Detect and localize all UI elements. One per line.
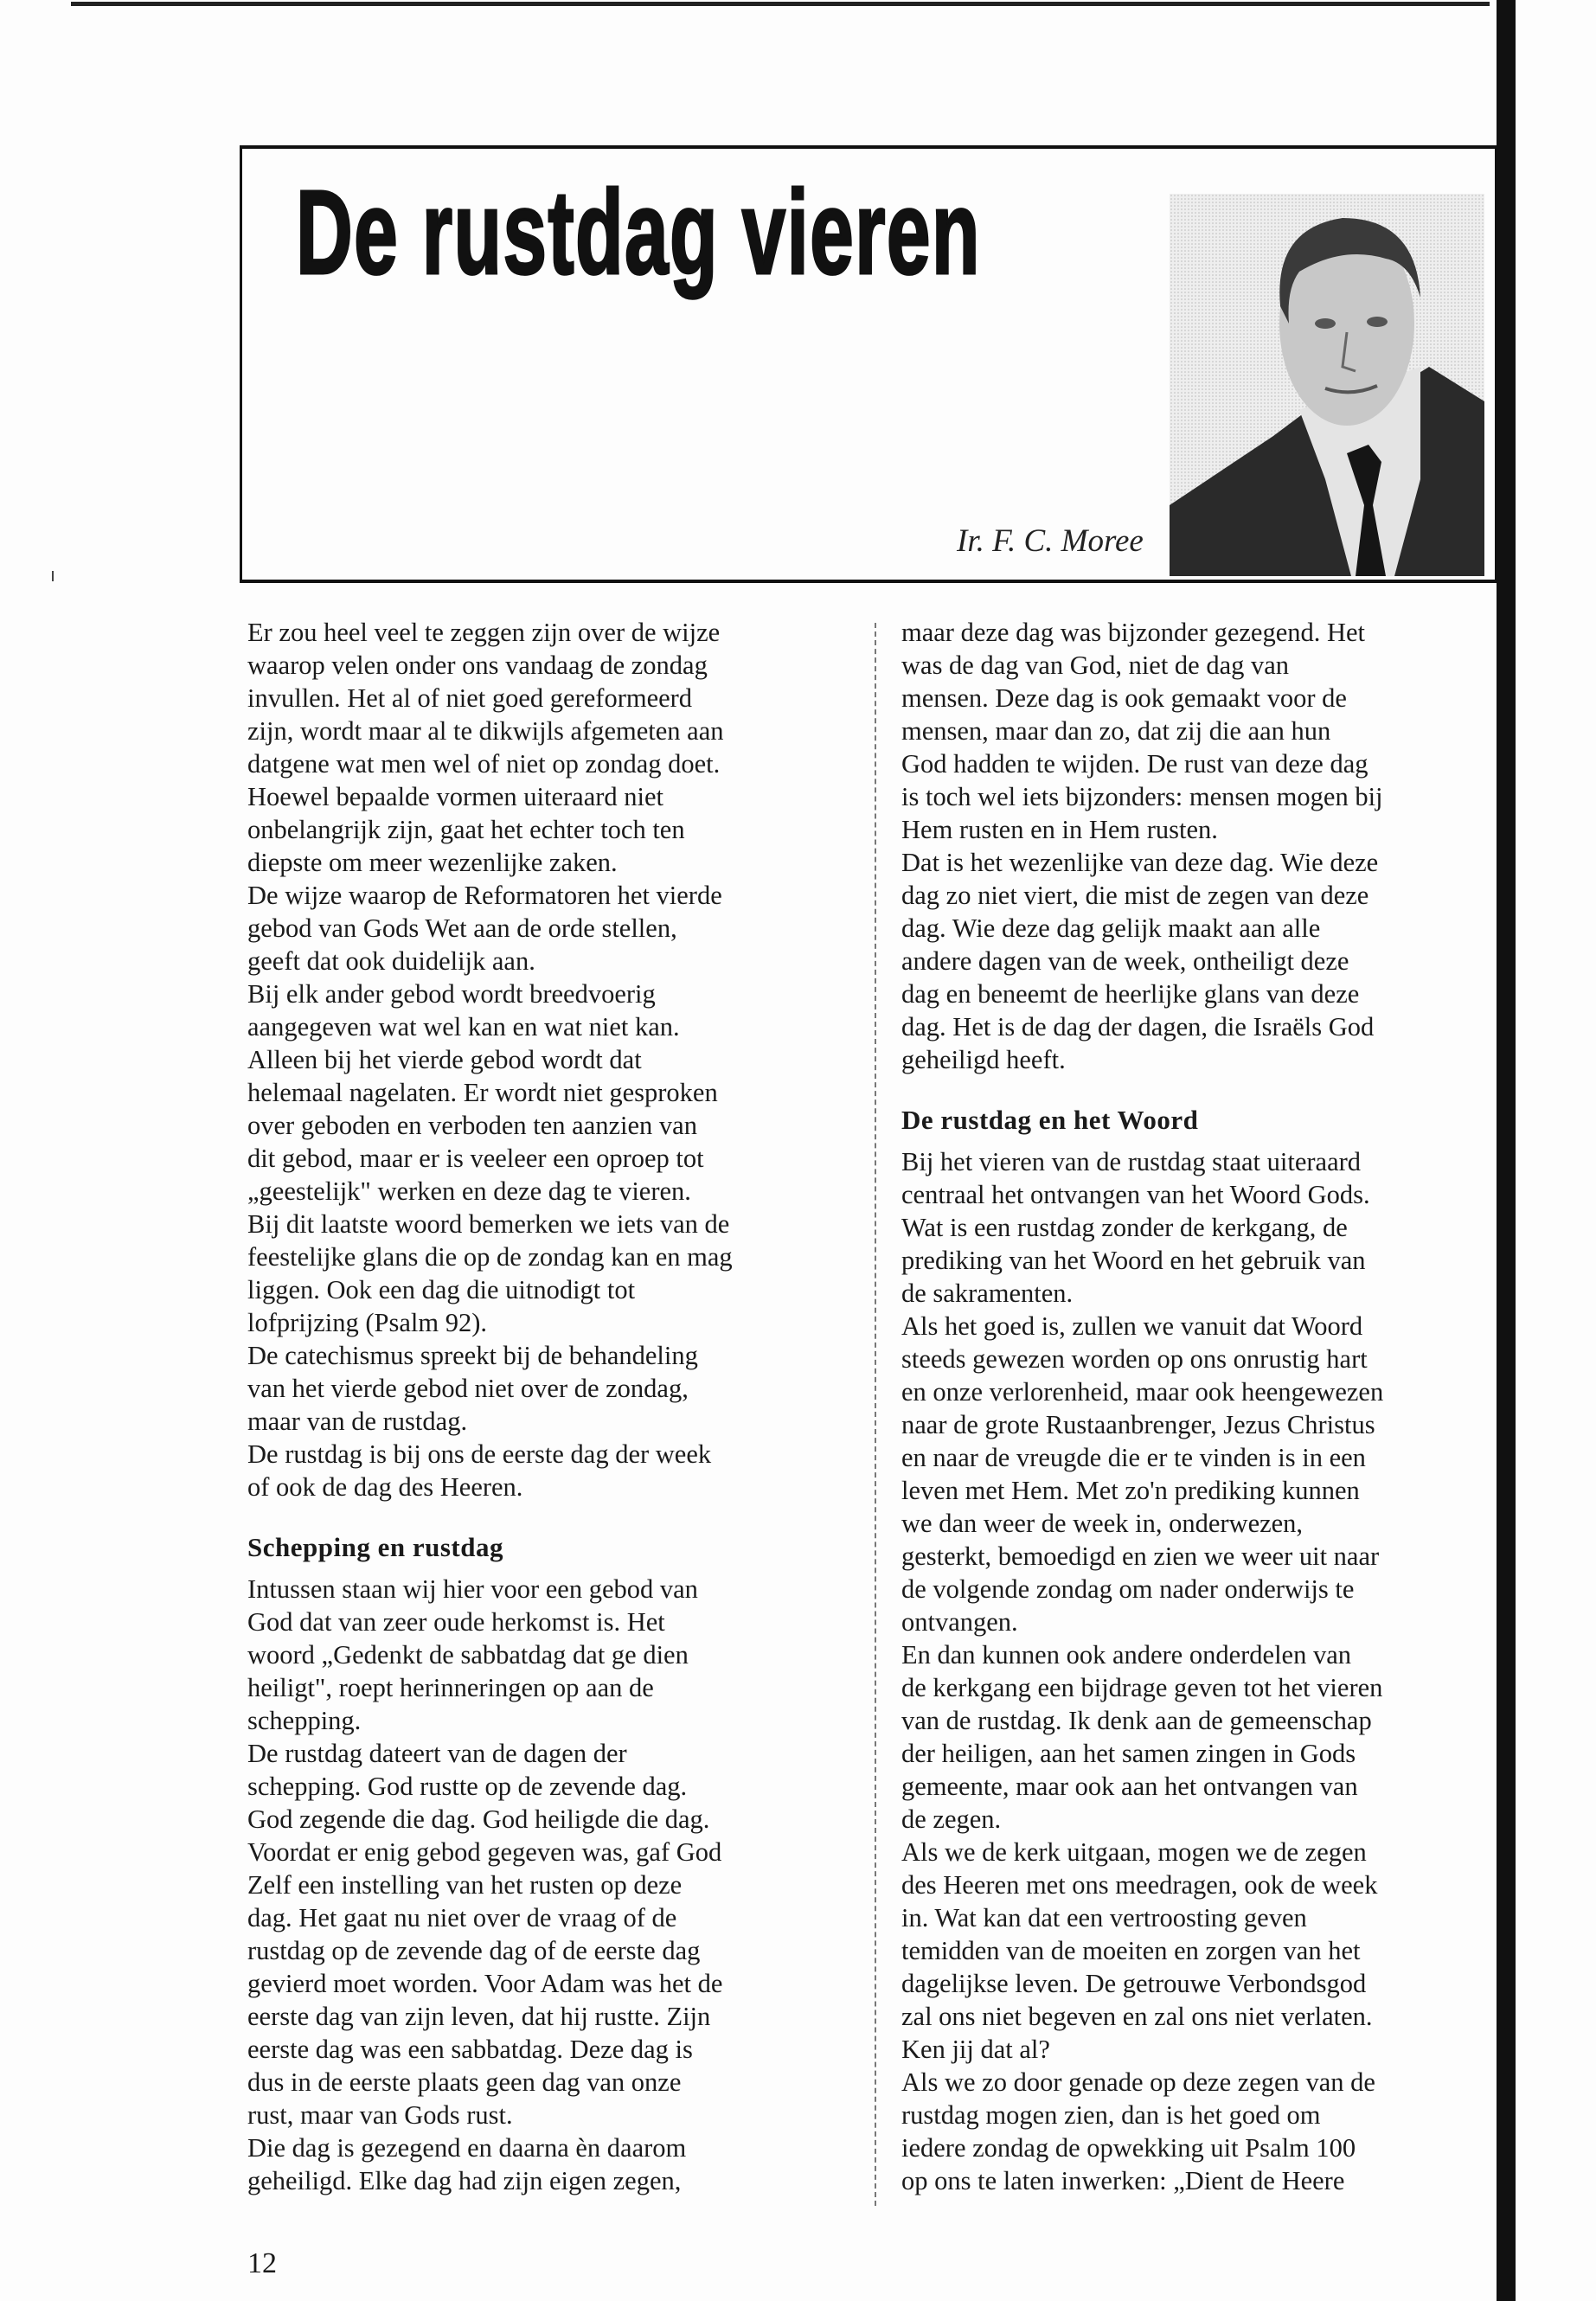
body-text-line: De rustdag is bij ons de eerste dag der week xyxy=(247,1439,712,1469)
portrait-image xyxy=(1170,194,1484,576)
body-text-line: geheiligd. Elke dag had zijn eigen zegen, xyxy=(247,2166,682,2195)
body-text-line: was de dag van God, niet de dag van xyxy=(901,651,1290,680)
section-heading: Schepping en rustdag xyxy=(247,1532,503,1562)
body-text-line: dagelijkse leven. De getrouwe Verbondsgod xyxy=(901,1969,1367,1998)
body-text-line: maar van de rustdag. xyxy=(247,1407,468,1436)
body-text-line: lofprijzing (Psalm 92). xyxy=(247,1308,488,1337)
body-text-line: liggen. Ook een dag die uitnodigt tot xyxy=(247,1275,636,1304)
body-text-line: Wat is een rustdag zonder de kerkgang, de xyxy=(901,1213,1348,1242)
column-divider xyxy=(875,623,876,2206)
body-text-line: Die dag is gezegend en daarna èn daarom xyxy=(247,2133,687,2163)
body-text-line: gemeente, maar ook aan het ontvangen van xyxy=(901,1772,1358,1801)
body-text-line: waarop velen onder ons vandaag de zondag xyxy=(247,651,708,680)
body-text-line: de sakramenten. xyxy=(901,1279,1074,1308)
body-text-line: andere dagen van de week, ontheiligt deze xyxy=(901,946,1349,976)
body-text-line: De rustdag dateert van de dagen der xyxy=(247,1739,627,1768)
body-text-line: de volgende zondag om nader onderwijs te xyxy=(901,1574,1355,1604)
section-heading: De rustdag en het Woord xyxy=(901,1105,1199,1135)
body-text-line: invullen. Het al of niet goed gereformeerd xyxy=(247,683,693,713)
body-text-line: leven met Hem. Met zo'n prediking kunnen xyxy=(901,1476,1360,1505)
body-text-line: diepste om meer wezenlijke zaken. xyxy=(247,848,618,877)
body-text-line: rustdag op de zevende dag of de eerste dag xyxy=(247,1936,701,1965)
scan-mark xyxy=(52,571,54,581)
body-text-line: Er zou heel veel te zeggen zijn over de wijze xyxy=(247,618,721,647)
body-text-line: Zelf een instelling van het rusten op deze xyxy=(247,1870,683,1900)
body-text-line: temidden van de moeiten en zorgen van het xyxy=(901,1936,1361,1965)
body-text-line: Ken jij dat al? xyxy=(901,2035,1050,2064)
body-text-line: geheiligd heeft. xyxy=(901,1045,1066,1074)
body-text-line: in. Wat kan dat een vertroosting geven xyxy=(901,1903,1307,1932)
body-text-line: dus in de eerste plaats geen dag van onze xyxy=(247,2067,682,2097)
body-text-line: onbelangrijk zijn, gaat het echter toch ten xyxy=(247,815,685,844)
body-text-line: woord „Gedenkt de sabbatdag dat ge dien xyxy=(247,1640,689,1670)
body-text-line: of ook de dag des Heeren. xyxy=(247,1472,523,1502)
body-text-line: mensen. Deze dag is ook gemaakt voor de xyxy=(901,683,1347,713)
article-title: De rustdag vieren xyxy=(296,166,981,299)
body-text-line: schepping. God rustte op de zevende dag. xyxy=(247,1772,688,1801)
body-text-line: dit gebod, maar er is veeleer een oproep tot xyxy=(247,1144,704,1173)
body-text-line: de zegen. xyxy=(901,1804,1002,1834)
body-text-line: naar de grote Rustaanbrenger, Jezus Christus xyxy=(901,1410,1375,1439)
body-text-line: we dan weer de week in, onderwezen, xyxy=(901,1509,1304,1538)
article-header xyxy=(240,145,1497,583)
body-text-line: schepping. xyxy=(247,1706,362,1735)
body-text-line: Voordat er enig gebod gegeven was, gaf God xyxy=(247,1837,722,1867)
body-text-line: Als we zo door genade op deze zegen van de xyxy=(901,2067,1375,2097)
body-text-line: maar deze dag was bijzonder gezegend. Het xyxy=(901,618,1366,647)
body-text-line: en onze verlorenheid, maar ook heengewezen xyxy=(901,1377,1384,1407)
body-text-line: van de rustdag. Ik denk aan de gemeenschap xyxy=(901,1706,1372,1735)
body-text-line: eerste dag van zijn leven, dat hij rustte. Zijn xyxy=(247,2002,711,2031)
body-text-line: datgene wat men wel of niet op zondag doet. xyxy=(247,749,721,779)
body-text-line: eerste dag was een sabbatdag. Deze dag is xyxy=(247,2035,693,2064)
body-text-line: over geboden en verboden ten aanzien van xyxy=(247,1111,697,1140)
body-text-line: zijn, wordt maar al te dikwijls afgemeten aan xyxy=(247,716,724,746)
body-text-line: Als we de kerk uitgaan, mogen we de zegen xyxy=(901,1837,1367,1867)
body-text-line: van het vierde gebod niet over de zondag, xyxy=(247,1374,689,1403)
body-text-line: God zegende die dag. God heiligde die dag. xyxy=(247,1804,710,1834)
page-number: 12 xyxy=(247,2247,277,2279)
body-text-line: rust, maar van Gods rust. xyxy=(247,2100,513,2130)
author-byline: Ir. F. C. Moree xyxy=(957,523,1144,559)
author-photo xyxy=(1170,194,1484,576)
body-text-line: rustdag mogen zien, dan is het goed om xyxy=(901,2100,1321,2130)
body-text-line: Hoewel bepaalde vormen uiteraard niet xyxy=(247,782,664,811)
body-text-line: ontvangen. xyxy=(901,1607,1018,1637)
body-text-line: De catechismus spreekt bij de behandeling xyxy=(247,1341,698,1370)
body-text-line: feestelijke glans die op de zondag kan en mag xyxy=(247,1242,733,1272)
article-column-right xyxy=(901,616,1507,2197)
body-text-line: geeft dat ook duidelijk aan. xyxy=(247,946,535,976)
body-text-line: Hem rusten en in Hem rusten. xyxy=(901,815,1218,844)
body-text-line: Bij het vieren van de rustdag staat uiteraard xyxy=(901,1147,1362,1176)
body-text-line: God dat van zeer oude herkomst is. Het xyxy=(247,1607,665,1637)
body-text-line: prediking van het Woord en het gebruik van xyxy=(901,1246,1366,1275)
body-text-line: gesterkt, bemoedigd en zien we weer uit naar xyxy=(901,1541,1380,1571)
body-text-line: iedere zondag de opwekking uit Psalm 100 xyxy=(901,2133,1356,2163)
body-text-line: gebod van Gods Wet aan de orde stellen, xyxy=(247,913,677,943)
body-text-line: centraal het ontvangen van het Woord Gods. xyxy=(901,1180,1370,1209)
body-text-line: en naar de vreugde die er te vinden is in een xyxy=(901,1443,1366,1472)
body-text-line: zal ons niet begeven en zal ons niet verlaten. xyxy=(901,2002,1373,2031)
body-text-line: Alleen bij het vierde gebod wordt dat xyxy=(247,1045,642,1074)
body-text-line: dag en beneemt de heerlijke glans van deze xyxy=(901,979,1360,1009)
body-text-line: de kerkgang een bijdrage geven tot het vieren xyxy=(901,1673,1383,1702)
body-text-line: Intussen staan wij hier voor een gebod van xyxy=(247,1574,698,1604)
body-text-line: dag zo niet viert, die mist de zegen van deze xyxy=(901,881,1369,910)
body-text-line: heiligt", roept herinneringen op aan de xyxy=(247,1673,654,1702)
body-text-line: Bij elk ander gebod wordt breedvoerig xyxy=(247,979,656,1009)
body-text-line: gevierd moet worden. Voor Adam was het de xyxy=(247,1969,723,1998)
body-text-line: dag. Wie deze dag gelijk maakt aan alle xyxy=(901,913,1321,943)
body-text-line: „geestelijk" werken en deze dag te vieren. xyxy=(247,1176,691,1206)
body-text-line: mensen, maar dan zo, dat zij die aan hun xyxy=(901,716,1331,746)
body-text-line: der heiligen, aan het samen zingen in Gods xyxy=(901,1739,1356,1768)
body-text-line: Bij dit laatste woord bemerken we iets van de xyxy=(247,1209,730,1239)
article-column-left xyxy=(247,616,862,2197)
body-text-line: God hadden te wijden. De rust van deze dag xyxy=(901,749,1368,779)
body-text-line: dag. Het is de dag der dagen, die Israëls God xyxy=(901,1012,1375,1042)
body-text-line: aangegeven wat wel kan en wat niet kan. xyxy=(247,1012,680,1042)
body-text-line: Als het goed is, zullen we vanuit dat Woord xyxy=(901,1311,1363,1341)
top-rule xyxy=(71,2,1490,6)
body-text-line: helemaal nagelaten. Er wordt niet gesproken xyxy=(247,1078,718,1107)
body-text-line: des Heeren met ons meedragen, ook de week xyxy=(901,1870,1378,1900)
body-text-line: Dat is het wezenlijke van deze dag. Wie deze xyxy=(901,848,1379,877)
body-text-line: is toch wel iets bijzonders: mensen mogen bij xyxy=(901,782,1383,811)
body-text-line: De wijze waarop de Reformatoren het vierde xyxy=(247,881,722,910)
body-text-line: dag. Het gaat nu niet over de vraag of de xyxy=(247,1903,677,1932)
body-text-line: op ons te laten inwerken: „Dient de Heere xyxy=(901,2166,1345,2195)
body-text-line: steeds gewezen worden op ons onrustig hart xyxy=(901,1344,1368,1374)
body-text-line: En dan kunnen ook andere onderdelen van xyxy=(901,1640,1352,1670)
